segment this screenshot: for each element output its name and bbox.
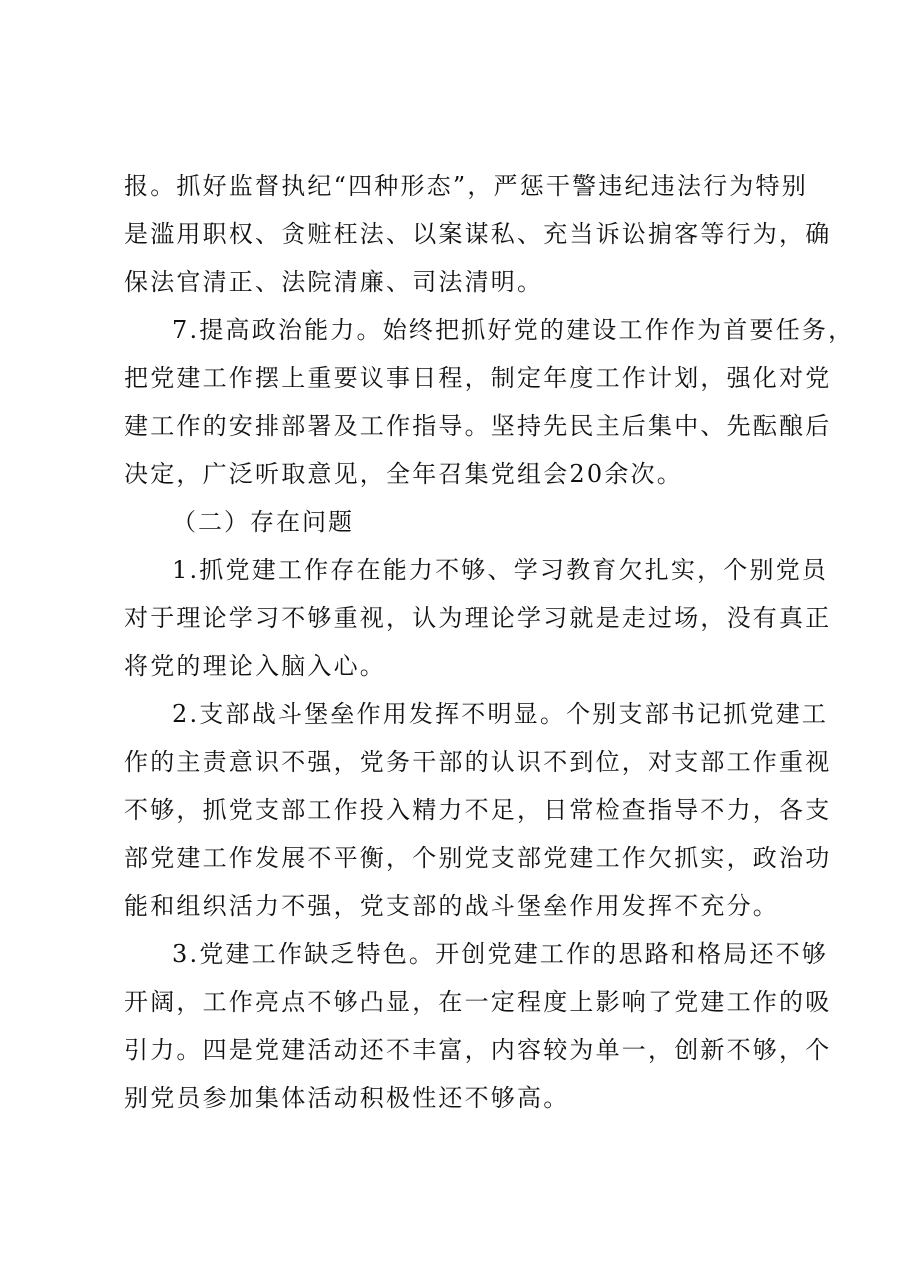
paragraph-line: 是滥用职权、贪赃枉法、以案谋私、充当诉讼掮客等行为，确	[124, 220, 832, 248]
paragraph-line-first: 7.提高政治能力。始终把抓好党的建设工作作为首要任务，	[172, 316, 855, 344]
paragraph-line: 引力。四是党建活动还不丰富，内容较为单一，创新不够，个	[124, 1036, 832, 1064]
paragraph-line: 作的主责意识不强，党务干部的认识不到位，对支部工作重视	[124, 748, 832, 776]
paragraph-line: 决定，广泛听取意见，全年召集党组会20余次。	[124, 460, 683, 488]
paragraph-line: 不够，抓党支部工作投入精力不足，日常检查指导不力，各支	[124, 796, 832, 824]
paragraph-line: 别党员参加集体活动积极性还不够高。	[124, 1084, 570, 1112]
paragraph-line: 开阔，工作亮点不够凸显，在一定程度上影响了党建工作的吸	[124, 988, 832, 1016]
paragraph-line-first: 1.抓党建工作存在能力不够、学习教育欠扎实，个别党员	[172, 556, 829, 584]
paragraph-line: 把党建工作摆上重要议事日程，制定年度工作计划，强化对党	[124, 364, 832, 392]
paragraph-line: 保法官清正、法院清廉、司法清明。	[124, 268, 544, 296]
paragraph-line-first: 2.支部战斗堡垒作用发挥不明显。个别支部书记抓党建工	[172, 700, 829, 728]
paragraph-line: 将党的理论入脑入心。	[124, 652, 386, 680]
paragraph-line: 对于理论学习不够重视，认为理论学习就是走过场，没有真正	[124, 604, 832, 632]
paragraph-line-first: 3.党建工作缺乏特色。开创党建工作的思路和格局还不够	[172, 940, 829, 968]
section-heading: （二）存在问题	[172, 508, 354, 536]
paragraph-line: 能和组织活力不强，党支部的战斗堡垒作用发挥不充分。	[124, 892, 779, 920]
paragraph-line: 部党建工作发展不平衡，个别党支部党建工作欠抓实，政治功	[124, 844, 832, 872]
paragraph-line: 建工作的安排部署及工作指导。坚持先民主后集中、先酝酿后	[124, 412, 832, 440]
paragraph-line: 报。抓好监督执纪“四种形态”，严惩干警违纪违法行为特别	[124, 172, 808, 200]
